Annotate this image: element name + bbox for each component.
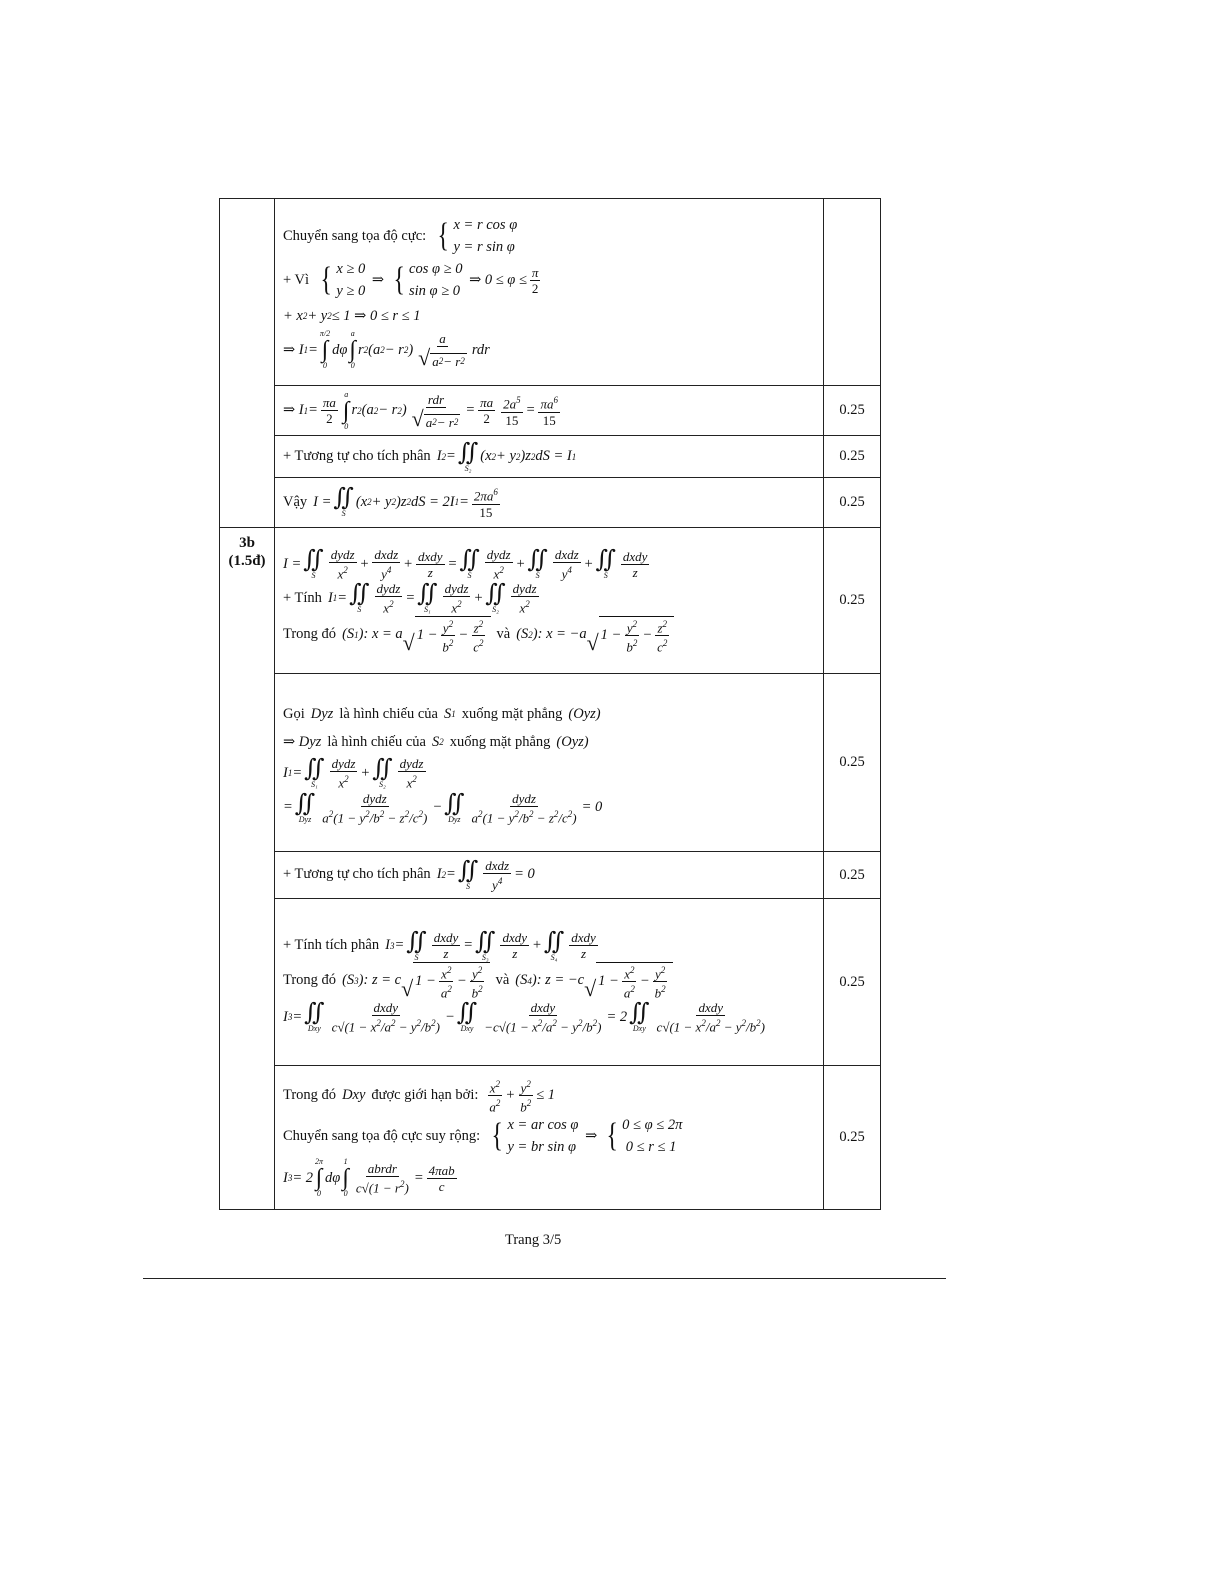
points-cell: 0.25 [824,386,881,436]
text: + Vì [283,271,310,288]
solution-table [219,198,881,1210]
question-cell [220,528,275,1210]
text: là hình chiếu của [339,705,438,722]
text: là hình chiếu của [327,733,426,750]
page-number: Trang 3/5 [505,1232,562,1248]
content-cell: Gọi Dyz là hình chiếu của S 1 xuống mặt phẳng (Oyz) ⇒ Dyz là hình chiếu của S 2 xuống mặt phẳng (Oyz) I 1 = ∬ S₁ $\frac{\text{dydz}}{x^2}$ + ∬ S₂ $\frac{\text{dydz}}{x^2}$ = ∬ Dyz $\frac{\text{dydz}}{a^2(1 - y^2/b^2 - z^2/c^2)}$ − ∬ Dyz $\frac{\text{dydz}}{a^2(1 - y^2/b^2 - z^2/c^2)}$ = 0 [275,674,824,852]
points-cell: 0.25 [824,899,881,1066]
page-divider [143,1278,946,1279]
text: xuống mặt phẳng [449,733,551,750]
points-cell: 0.25 [824,436,881,478]
points-cell: 0.25 [824,1066,881,1210]
text: Chuyển sang tọa độ cực suy rộng: [283,1127,481,1144]
content-cell: Vậy I = ∬ S (x 2 + y 2 )z 2 dS = 2I 1 = $\frac{2\pi a^6}{15}$ [275,478,824,528]
points-cell: 0.25 [824,478,881,528]
points-cell: 0.25 [824,674,881,852]
text: Trong đó [283,1087,337,1103]
points-cell: 0.25 [824,852,881,899]
content-cell: + Tương tự cho tích phân I 2 = ∬ S₂ (x 2 + y 2 )z 2 dS = I 1 [275,436,824,478]
text: được giới hạn bởi: [371,1087,479,1103]
text: Trong đó [283,626,337,643]
text: và [496,626,511,643]
question-points: (1.5đ) [228,553,266,569]
text: và [495,972,510,989]
text: xuống mặt phẳng [461,705,563,722]
content-cell: Trong đó Dxy được giới hạn bởi: $\frac{x^2}{a^2}$ + $\frac{y^2}{b^2}$ ≤ 1 Chuyển sang tọa độ cực suy rộng: { x = ar cos φ y = br sin φ ⇒ { 0 ≤ φ ≤ 2π 0 ≤ r ≤ 1 I 3 = 2 2π ∫ 0 dφ 1 ∫ 0 $\frac{\text{abrdr}}{c√(1 - r^2)}$ = $\frac{\text{4πab}}{c}$ [275,1066,824,1210]
content-cell: I = ∬ S $\frac{\text{dydz}}{x^2}$ + $\frac{\text{dxdz}}{y^4}$ + $\frac{\text{dxdy}}{z}$ = ∬ S $\frac{\text{dydz}}{x^2}$ + ∬ S $\frac{\text{dxdz}}{y^4}$ + ∬ S $\frac{\text{dxdy}}{z}$ + Tính I 1 = ∬ S $\frac{\text{dydz}}{x^2}$ = ∬ S₁ $\frac{\text{dydz}}{x^2}$ + ∬ S₂ $\frac{\text{dydz}}{x^2}$ Trong đó (S 1 ): x = a √ 1 − $\frac{y^2}{b^2}$ − $\frac{z^2}{c^2}$ và (S 2 ): x = −a √ 1 − $\frac{y^2}{b^2}$ − $\frac{z^2}{c^2}$ [275,528,824,674]
content-cell: ⇒ I 1 = $\frac{\pi a}{2}$ a ∫ 0 r 2 (a 2 − r 2 ) rdr √ a 2 − r 2 = $\frac{\pi a}{2}$ $\frac{2a^5}{15}$ = $\frac{\pi a^6}{15}$ [275,386,824,436]
text: + Tương tự cho tích phân [283,866,431,883]
content-cell: Chuyển sang tọa độ cực: { x = r cos φ y = r sin φ + Vì { x ≥ 0 y ≥ 0 ⇒ { cos φ ≥ 0 sin φ ≥ 0 ⇒ 0 ≤ φ ≤ $\frac{\pi}{2}$ + x 2 + y 2 ≤ 1 ⇒ 0 ≤ r ≤ 1 ⇒ I 1 = π/2 ∫ 0 dφ a ∫ 0 r 2 (a 2 − r 2 ) a √ a 2 − r 2 rdr [275,199,824,386]
text: + Tính [283,589,322,606]
text: + Tương tự cho tích phân [283,448,431,464]
text: Gọi [283,705,305,722]
points-cell [824,199,881,386]
text: + Tính tích phân [283,937,380,953]
points-cell: 0.25 [824,528,881,674]
content-cell: + Tương tự cho tích phân I 2 = ∬ S $\frac{\text{dxdz}}{y^4}$ = 0 [275,852,824,899]
text: Vậy [283,493,308,510]
content-cell: + Tính tích phân I 3 = ∬ S $\frac{\text{dxdy}}{z}$ = ∬ S₃ $\frac{\text{dxdy}}{z}$ + ∬ S₄ $\frac{\text{dxdy}}{z}$ Trong đó (S 3 ): z = c √ 1 − $\frac{x^2}{a^2}$ − $\frac{y^2}{b^2}$ và (S 4 ): z = −c √ 1 − $\frac{x^2}{a^2}$ − $\frac{y^2}{b^2}$ I 3 = ∬ Dxy $\frac{\text{dxdy}}{c√(1 - x^2/a^2 - y^2/b^2)}$ − ∬ Dxy $\frac{\text{dxdy}}{-c√(1 - x^2/a^2 - y^2/b^2)}$ = 2 ∬ Dxy $\frac{\text{dxdy}}{c√(1 - x^2/a^2 - y^2/b^2)}$ [275,899,824,1066]
question-number: 3b [239,535,255,551]
question-cell [220,199,275,528]
text: Trong đó [283,972,337,989]
text: Chuyển sang tọa độ cực: [283,227,427,244]
